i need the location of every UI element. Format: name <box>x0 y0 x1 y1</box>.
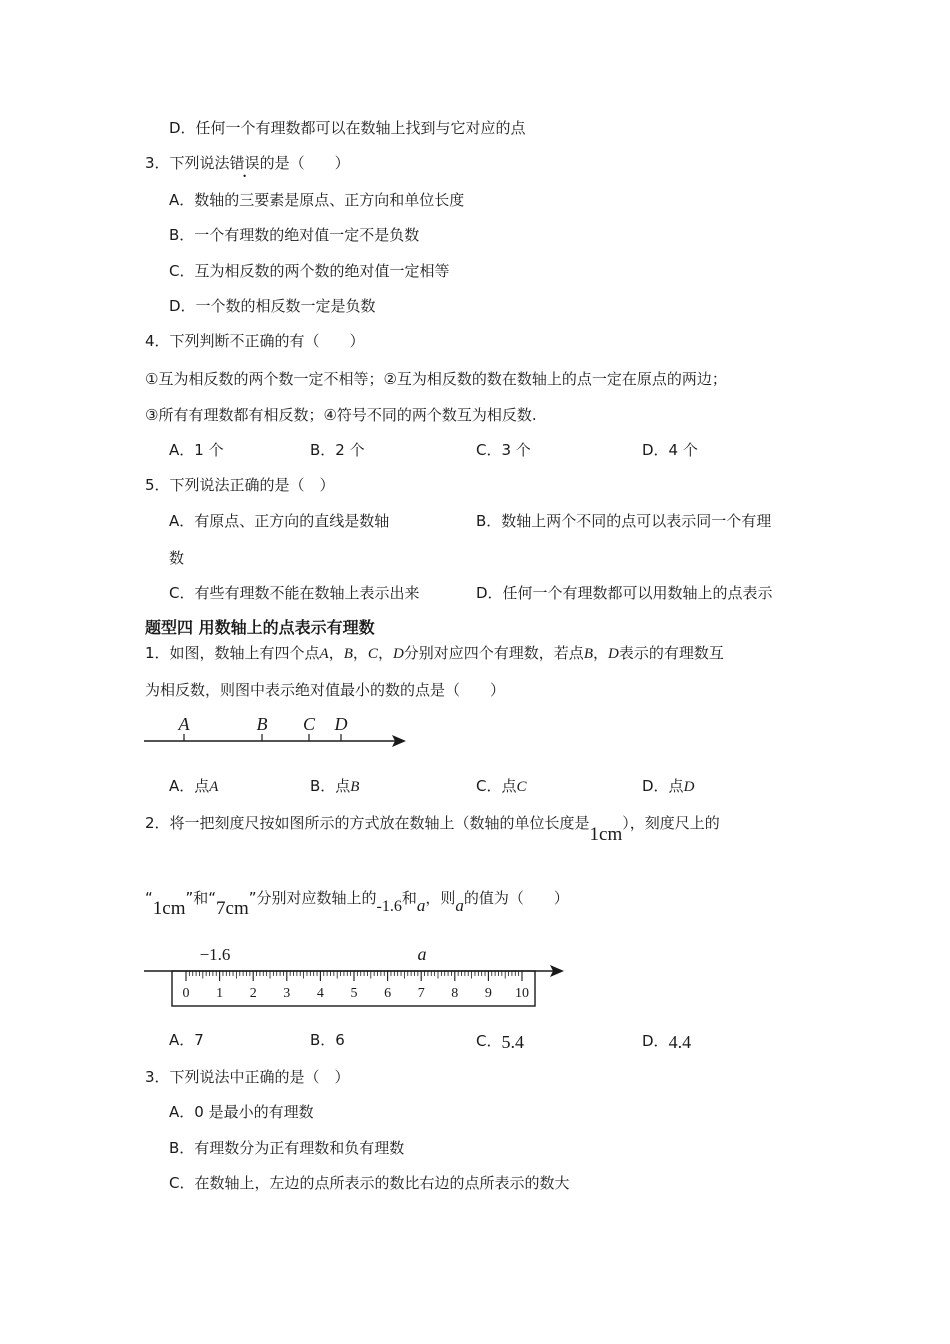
q3-stem <box>145 153 350 173</box>
p1-option-c-var: C <box>516 779 527 795</box>
p1-option-a-pre: A．点 <box>169 777 210 795</box>
q4-statement-line-2: ③所有有理数都有相反数；④符号不同的两个数互为相反数. <box>145 406 537 424</box>
p2-stem-mid: ”分别对应数轴上的 <box>248 889 377 907</box>
p1-var-c: C <box>367 646 378 662</box>
p2-var-a: a <box>416 896 426 915</box>
p2-stem-post2: 的值为（ ） <box>463 889 569 907</box>
p1-stem-line-2: 为相反数，则图中表示绝对值最小的数的点是（ ） <box>145 681 506 699</box>
p3-option-c: C．在数轴上，左边的点所表示的数比右边的点所表示的数大 <box>169 1174 570 1192</box>
ruler-number: 9 <box>484 986 492 1001</box>
p2-quote-open-1: “ <box>145 889 153 907</box>
q4-option-b: B．2 个 <box>310 441 365 459</box>
p3-option-b: B．有理数分为正有理数和负有理数 <box>169 1139 405 1157</box>
q3-option-a: A．数轴的三要素是原点、正方向和单位长度 <box>169 191 465 209</box>
p2-var-a2: a <box>455 896 464 915</box>
ruler-number: 2 <box>249 986 257 1001</box>
p1-option-d-pre: D．点 <box>642 777 684 795</box>
p2-value-1cm: 1cm <box>152 898 186 919</box>
p1-option-b-pre: B．点 <box>310 777 351 795</box>
p1-var-a: A <box>319 646 329 662</box>
p1-stem-post: 表示的有理数互 <box>618 644 724 662</box>
p1-var-d: D <box>392 646 404 662</box>
p1-stem-mid: 分别对应四个有理数，若点 <box>403 644 584 662</box>
section-title: 题型四 用数轴上的点表示有理数 <box>145 618 375 637</box>
p1-stem-pre: 1．如图，数轴上有四个点 <box>145 644 320 662</box>
q3-option-b: B．一个有理数的绝对值一定不是负数 <box>169 226 420 244</box>
p1-var-d2: D <box>608 646 619 662</box>
p2-option-d-pre: D． <box>642 1032 669 1050</box>
ruler-number: 5 <box>350 986 358 1001</box>
p3-option-a: A．0 是最小的有理数 <box>169 1103 314 1121</box>
p1-var-b: B <box>343 646 353 662</box>
p3-stem: 3．下列说法中正确的是（ ） <box>145 1068 350 1086</box>
q4-option-d: D．4 个 <box>642 441 698 459</box>
p2-ruler-ticks <box>186 971 522 981</box>
p1-option-a-var: A <box>209 779 219 795</box>
q3-stem-pre: 3．下列说法 <box>145 154 230 172</box>
q5-option-c: C．有些有理数不能在数轴上表示出来 <box>169 584 420 602</box>
p2-option-d <box>642 1030 691 1051</box>
p2-stem-post: ），刻度尺上的 <box>622 814 720 832</box>
q3-stem-post: 的是（ ） <box>259 154 350 172</box>
q4-statement-line-1: ①互为相反数的两个数一定不相等；②互为相反数的数在数轴上的点一定在原点的两边； <box>145 370 727 388</box>
q5-option-d: D．任何一个有理数都可以用数轴上的点表示 <box>476 584 773 602</box>
q4-option-a: A．1 个 <box>169 441 224 459</box>
p2-stem-pre: 2．将一把刻度尺按如图所示的方式放在数轴上（数轴的单位长度是 <box>145 814 590 832</box>
p2-option-d-value: 4.4 <box>668 1032 692 1052</box>
p2-then: ，则 <box>425 889 456 907</box>
q5-option-b-continued: 数 <box>169 549 185 567</box>
p2-and: 和 <box>401 889 417 907</box>
p1-option-b <box>310 776 359 797</box>
q5-option-b: B．数轴上两个不同的点可以表示同一个有理 <box>476 512 772 530</box>
p2-fig-label-a: a <box>417 944 427 964</box>
p1-option-c-pre: C．点 <box>476 777 517 795</box>
ruler-number: 7 <box>417 986 425 1001</box>
q5-stem: 5．下列说法正确的是（ ） <box>145 476 335 494</box>
p1-label-a: A <box>178 714 190 734</box>
p1-label-d: D <box>334 714 348 734</box>
p2-unit-value: 1cm <box>589 824 623 845</box>
p1-number-line-figure <box>140 710 410 760</box>
q3-option-c: C．互为相反数的两个数的绝对值一定相等 <box>169 262 450 280</box>
p1-label-c: C <box>302 714 316 734</box>
p1-var-b2: B <box>583 646 593 662</box>
ruler-number: 8 <box>451 986 459 1001</box>
p2-ruler-figure <box>140 942 570 1012</box>
ruler-number: 0 <box>182 986 190 1001</box>
q3-stem-emphasis: 错误 <box>229 154 260 172</box>
ruler-number: 10 <box>515 986 529 1001</box>
p1-option-c <box>476 776 527 797</box>
p2-ruler-numbers <box>183 986 530 1001</box>
q2-option-d: D．任何一个有理数都可以在数轴上找到与它对应的点 <box>169 119 526 137</box>
p1-option-d <box>642 776 694 797</box>
p1-label-b: B <box>256 714 268 734</box>
ruler-number: 6 <box>384 986 392 1001</box>
q4-stem: 4．下列判断不正确的有（ ） <box>145 332 365 350</box>
p1-option-d-var: D <box>683 779 695 795</box>
ruler-number: 1 <box>216 986 224 1001</box>
p2-value-7cm: 7cm <box>216 898 249 919</box>
p2-option-b: B．6 <box>310 1031 345 1049</box>
p2-quote-and: ”和“ <box>185 889 217 907</box>
p1-option-a <box>169 776 218 797</box>
p1-option-b-var: B <box>350 779 360 795</box>
p2-value-neg-1-6: -1.6 <box>376 898 402 915</box>
p2-option-c <box>476 1030 524 1051</box>
q5-option-a: A．有原点、正方向的直线是数轴 <box>169 512 390 530</box>
p2-option-c-value: 5.4 <box>501 1032 524 1052</box>
p2-stem-line-1 <box>145 813 720 845</box>
p1-stem-line-1: 1．如图，数轴上有四个点A，B，C，D分别对应四个有理数，若点B，D表示的有理数互 <box>145 644 724 662</box>
p2-fig-label-neg-1-6: −1.6 <box>199 945 231 964</box>
ruler-number: 3 <box>283 986 291 1001</box>
q4-option-c: C．3 个 <box>476 441 531 459</box>
p2-option-c-pre: C． <box>476 1032 502 1050</box>
p2-option-a: A．7 <box>169 1031 204 1049</box>
ruler-number: 4 <box>316 986 324 1001</box>
q3-option-d: D．一个数的相反数一定是负数 <box>169 297 376 315</box>
p2-stem-line-2 <box>145 888 569 919</box>
